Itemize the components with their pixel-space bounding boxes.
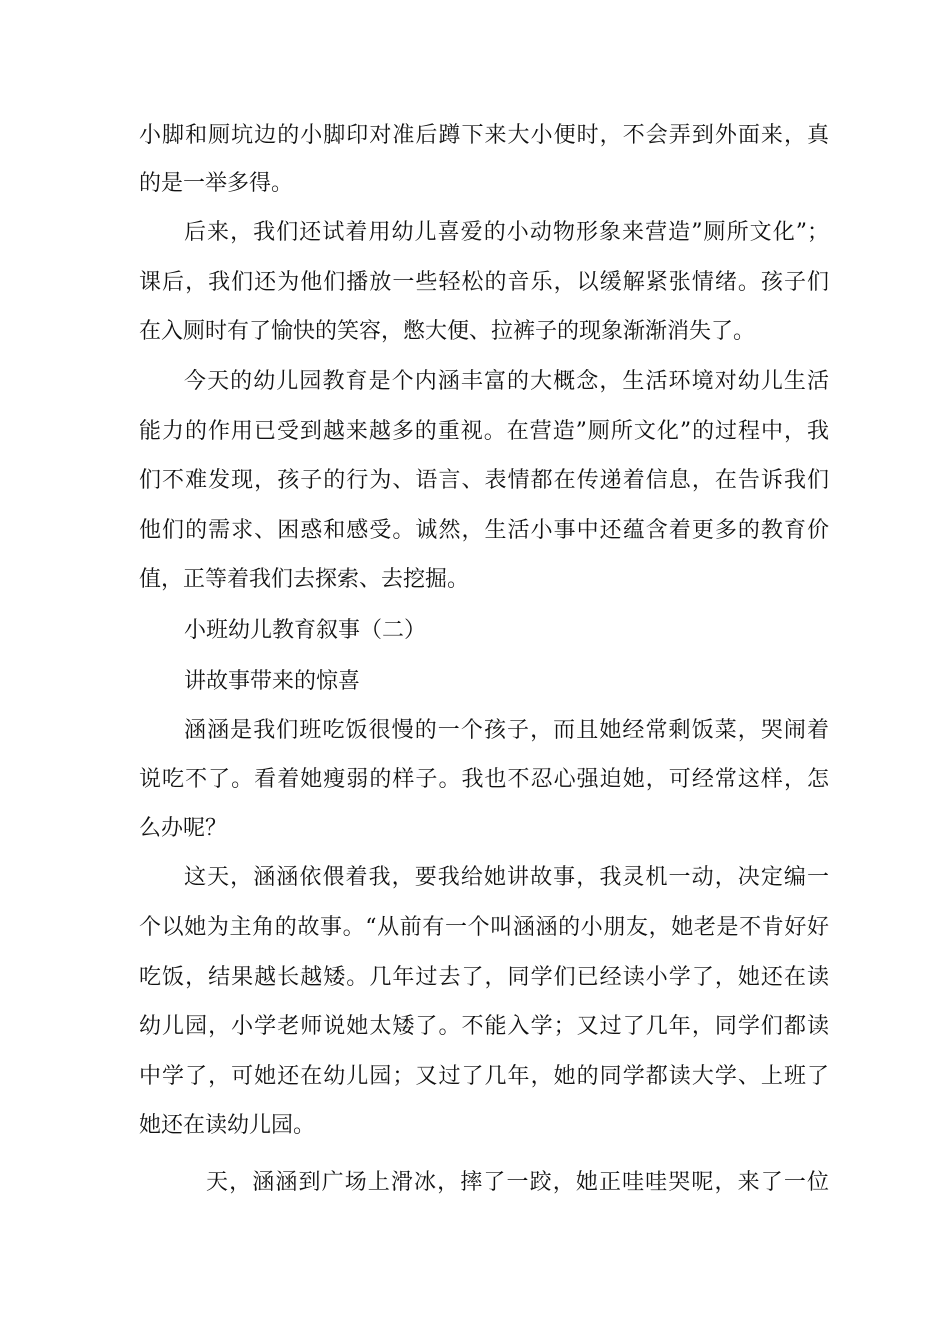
text-line-3: 后来，我们还试着用幼儿喜爱的小动物形象来营造”厕所文化”； bbox=[184, 220, 829, 245]
text-line-14: 说吃不了。看着她瘦弱的样子。我也不忍心强迫她，可经常这样，怎 bbox=[139, 767, 829, 792]
text-line-9: 他们的需求、困惑和感受。诚然，生活小事中还蕴含着更多的教育价 bbox=[139, 518, 829, 543]
text-line-6: 今天的幼儿园教育是个内涵丰富的大概念，生活环境对幼儿生活 bbox=[184, 369, 829, 394]
text-line-13: 涵涵是我们班吃饭很慢的一个孩子，而且她经常剩饭菜，哭闹着 bbox=[184, 718, 829, 743]
text-line-21: 她还在读幼儿园。 bbox=[139, 1113, 316, 1138]
text-line-7: 能力的作用已受到越来越多的重视。在营造”厕所文化”的过程中，我 bbox=[139, 419, 829, 444]
text-line-16: 这天，涵涵依偎着我，要我给她讲故事，我灵机一动，决定编一 bbox=[184, 865, 829, 890]
text-line-1: 小脚和厕坑边的小脚印对准后蹲下来大小便时，不会弄到外面来，真 bbox=[139, 123, 829, 148]
text-line-22: 天，涵涵到广场上滑冰，摔了一跤，她正哇哇哭呢，来了一位 bbox=[206, 1170, 829, 1195]
text-line-10: 值，正等着我们去探索、去挖掘。 bbox=[139, 567, 470, 592]
text-line-15: 么办呢？ bbox=[139, 816, 228, 841]
text-line-8: 们不难发现，孩子的行为、语言、表情都在传递着信息，在告诉我们 bbox=[139, 468, 829, 493]
text-line-18: 吃饭，结果越长越矮。几年过去了，同学们已经读小学了，她还在读 bbox=[139, 965, 829, 990]
text-line-2: 的是一举多得。 bbox=[139, 171, 294, 196]
text-line-19: 幼儿园，小学老师说她太矮了。不能入学；又过了几年，同学们都读 bbox=[139, 1014, 829, 1039]
section-heading: 小班幼儿教育叙事（二） bbox=[184, 618, 427, 643]
text-line-17: 个以她为主角的故事。“从前有一个叫涵涵的小朋友，她老是不肯好好 bbox=[139, 915, 829, 940]
text-line-4: 课后，我们还为他们播放一些轻松的音乐，以缓解紧张情绪。孩子们 bbox=[139, 270, 829, 295]
story-title: 讲故事带来的惊喜 bbox=[184, 669, 361, 694]
text-line-5: 在入厕时有了愉快的笑容，憋大便、拉裤子的现象渐渐消失了。 bbox=[139, 319, 756, 344]
text-line-20: 中学了，可她还在幼儿园；又过了几年，她的同学都读大学、上班了 bbox=[139, 1064, 829, 1089]
